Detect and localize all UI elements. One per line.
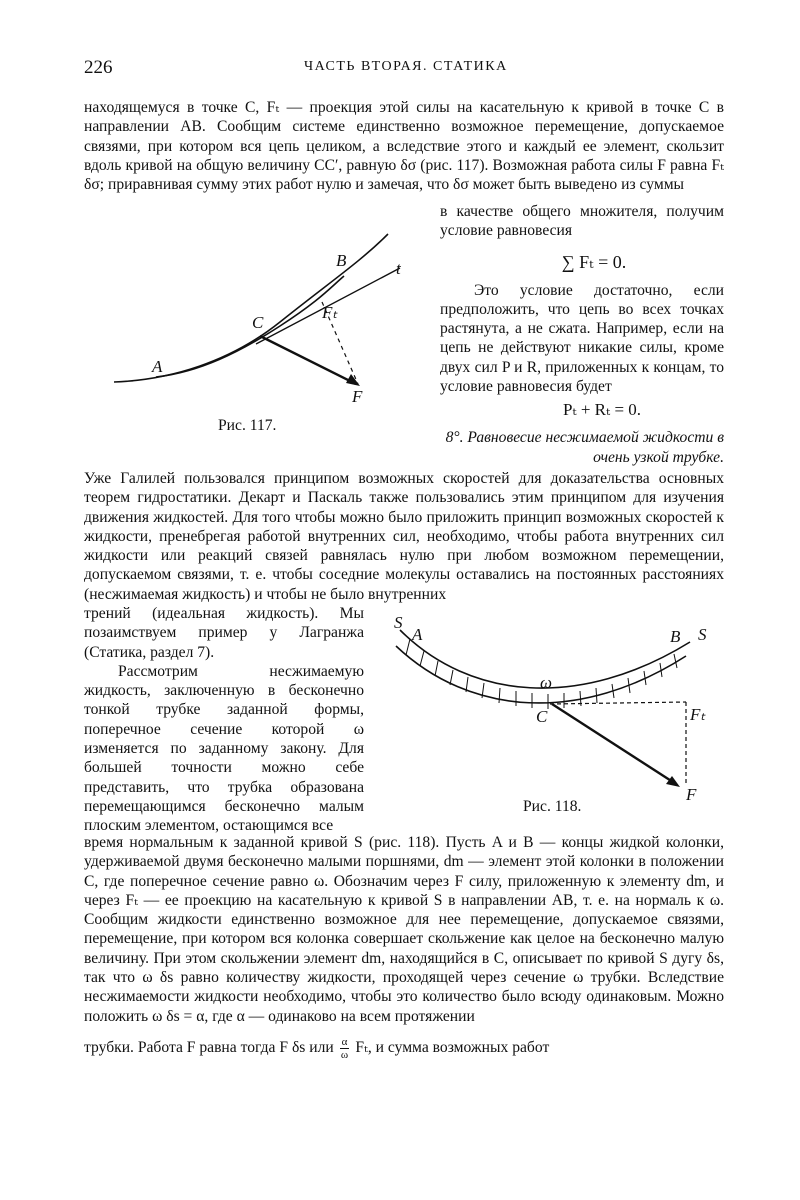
label-S-right: S — [698, 625, 707, 644]
label-omega: ω — [540, 673, 553, 692]
paragraph-6: Рассмотрим несжимаемую жидкость, заключенную в бесконечно тонкой трубке заданной формы, поперечное сечение которой ω изменяется по заданному закону. Для большей точности можно себе представить, что трубка образована перемещающимся бесконечно малым плоским элементом, остающимся все — [84, 662, 364, 835]
fraction-numerator: α — [341, 1035, 348, 1048]
curve-chain-inner — [156, 276, 344, 377]
running-head: ЧАСТЬ ВТОРАЯ. СТАТИКА — [304, 59, 508, 74]
paragraph-2: в качестве общего множителя, получим условие равновесия — [440, 203, 724, 240]
figure-118-caption: Рис. 118. — [523, 798, 582, 815]
label-Ft: Fₜ — [322, 303, 338, 322]
right-column-text — [440, 202, 724, 467]
figure-117 — [100, 222, 400, 422]
paragraph-1: находящемуся в точке C, Fₜ — проекция этой силы на касательную к кривой в точке C в направлении AB. Сообщим системе единственно возможное перемещение, допускаемое связями, при котором вся цепь целиком, а вследствие этого и каждый ее элемент, скользит вдоль кривой на общую величину CC′, равную δσ (рис. 117). Возможная работа силы F равна Fₜ δσ; приравнивая сумму этих работ нулю и замечая, что δσ может быть выведено из суммы — [84, 99, 724, 194]
tangent-dashed — [550, 702, 686, 704]
label-S-left: S — [394, 613, 403, 632]
section-heading: 8°. Равновесие несжимаемой жидкости в очень узкой трубке. — [445, 429, 724, 466]
paragraph-8 — [84, 1036, 724, 1061]
fraction-alpha-omega — [340, 1036, 350, 1061]
label-Ft: Fₜ — [690, 705, 706, 724]
paragraph-fluid-intro — [84, 469, 724, 604]
paragraph-4: Уже Галилей пользовался принципом возможных скоростей для доказательства основных теорем гидростатики. Декарт и Паскаль также пользовались этим принципом для изучения движения жидкостей. Для того чтобы можно было приложить принцип возможных скоростей к жидкости, пренебрегая работой внутренних сил, необходимо, чтобы работа внутренних сил жидкости или реакций связей равнялась нулю при любом возможном перемещении, допускаемом связями, т. е. чтобы соседние молекулы оставались на постоянных расстояниях (несжимаемая жидкость) и чтобы не было внутренних — [84, 470, 724, 603]
label-B: B — [336, 251, 347, 270]
label-B: B — [670, 627, 681, 646]
force-F-arrowhead — [346, 374, 360, 386]
formula-Pt-Rt: Pₜ + Rₜ = 0. — [562, 400, 642, 420]
label-t: t — [396, 259, 401, 278]
page-number: 226 — [84, 57, 113, 78]
paragraph-fluid-work — [84, 833, 724, 1061]
force-F-arrow — [552, 704, 676, 784]
paragraph-chain-equilibrium — [84, 98, 724, 194]
label-F: F — [352, 387, 363, 406]
force-F-arrow — [260, 336, 356, 384]
paragraph-7: время нормальным к заданной кривой S (рис. 118). Пусть A и B — концы жидкой колонки, удерживаемой двумя бесконечно малыми поршнями, dm — элемент этой колонки в положении C, где поперечное сечение равно ω. Обозначим через F силу, приложенную к элементу dm, и через Fₜ — ее проекцию на касательную к кривой S в направлении AB, т. е. на нормаль к ω. Сообщим жидкости единственно возможное для нее перемещение, допускаемое связями, перемещение, при котором вся колонка совершает скольжение как целое на бесконечно малую величину. При этом скольжении элемент dm, находящийся в C, описывает по кривой S дугу δs, так что ω δs равно количеству жидкости, проходящей через сечение ω трубки. Вследствие несжимаемости жидкости необходимо, чтобы это количество было всюду одинаковым. Можно положить ω δs = α, где α — одинаково на всем протяжении — [84, 834, 724, 1025]
fraction-denominator: ω — [340, 1048, 349, 1061]
paragraph-8-start: трубки. Работа F равна тогда F δs или — [84, 1039, 334, 1057]
label-F: F — [686, 785, 697, 804]
label-A: A — [152, 357, 163, 376]
formula-sum-Ft: ∑ Fₜ = 0. — [561, 251, 627, 272]
paragraph-8-end: Fₜ, и сумма возможных работ — [355, 1039, 550, 1057]
label-A: A — [412, 625, 423, 644]
left-column-text — [84, 604, 364, 836]
paragraph-5: трений (идеальная жидкость). Мы позаимствуем пример у Лагранжа (Статика, раздел 7). — [84, 605, 364, 661]
label-C: C — [536, 707, 548, 726]
figure-118 — [380, 600, 720, 804]
figure-117-caption: Рис. 117. — [218, 417, 277, 434]
page-header — [84, 57, 724, 81]
label-C: C — [252, 313, 264, 332]
paragraph-3: Это условие достаточно, если предположить, что цепь во всех точках растянута, а не сжата. Например, если на цепь не действуют никакие силы, кроме двух сил P и R, приложенных к концам, то условие равновесия будет — [440, 281, 724, 396]
